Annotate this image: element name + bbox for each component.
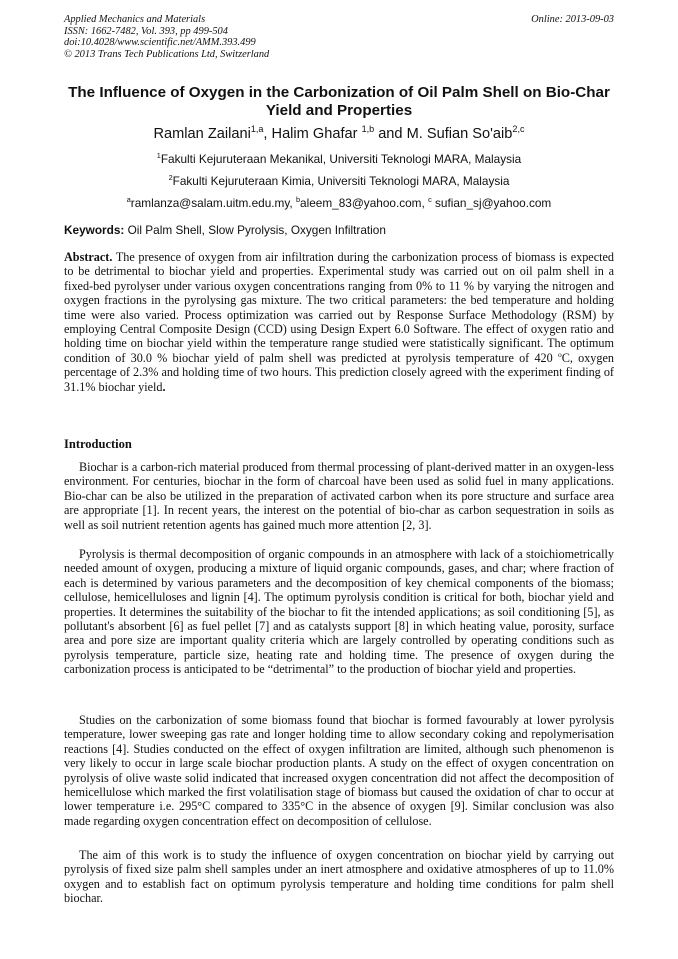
journal-header (64, 14, 614, 60)
intro-paragraph-4: The aim of this work is to study the influence of oxygen concentration on biochar yield by carrying out pyrolysis of fixed size palm shell samples under an inert atmosphere and oxidative atmospheres of up to 11.0% oxygen and to establish fact on optimum pyrolysis temperature and holding time conditions for palm shell biochar. (64, 848, 614, 906)
degree-mark: o (557, 349, 562, 359)
abstract-label: Abstract. (64, 250, 113, 264)
intro-paragraph-2: Pyrolysis is thermal decomposition of organic compounds in an atmosphere with lack of a stoichiometrically needed amount of oxygen, producing a mixture of liquid organic compounds, gases, and char; where fraction of each is determined by various parameters and the decomposition of key chemical components of the biomass; cellulose, hemicelluloses and lignin [4]. The optimum pyrolysis condition is critical for both, biochar yield and properties. It determines the suitability of the biochar to fit the intended applications; as soil conditioning [5], as pollutant's absorbent [6] as fuel pellet [7] and as catalysts support [8] in which heating value, porosity, surface area and pore size are important quality criteria which are largely controlled by operating conditions such as pyrolysis temperature, particle size, heating rate and holding time. The presence of oxygen during the carbonization process is anticipated to be “detrimental” to the production of biochar yield and properties. (64, 547, 614, 677)
author-1: Ramlan Zailani (153, 126, 251, 142)
author-1-affil: 1,a (250, 124, 264, 135)
affiliation-2-mark: 2 (168, 173, 173, 183)
abstract-text-1: The presence of oxygen from air infiltration during the carbonization process of biomass is expected to be detrimental to biochar yield and properties. Experimental study was carried out on oil palm shell in a fixed-bed pyrolyser under various oxygen concentrations ranging from 0% to 11 % by varying the nitrogen and oxygen fractions in the pyrolysing gas mixture. The two critical parameters: the bed temperature and holding time were also varied. Process optimization was carried out by Response Surface Methodology (RSM) by employing Central Composite Design (CCD) using Design Expert 6.0 Software. The effect of oxygen ratio and holding time on biochar yield within the temperature range studied were statistically significant. The optimum condition of 30.0 % biochar yield of palm shell was predicted at pyrolysis temperature of 420 (64, 250, 614, 365)
author-2: Halim Ghafar (271, 126, 362, 142)
abstract-paragraph (64, 250, 614, 394)
issn-line: ISSN: 1662-7482, Vol. 393, pp 499-504 (64, 25, 228, 37)
affiliation-2 (64, 174, 614, 188)
email-c-mark: c (428, 195, 432, 205)
abstract-period: . (162, 379, 166, 394)
email-b-mark: b (295, 195, 301, 205)
keywords-text: Oil Palm Shell, Slow Pyrolysis, Oxygen Infiltration (124, 223, 386, 237)
intro-paragraph-1: Biochar is a carbon-rich material produced from thermal processing of plant-derived matter in an oxygen-less environment. For centuries, biochar in the form of charcoal have been used as solid fuel in many applications. Bio-char can be also be utilized in the preparation of activated carbon when its pore structure and surface area are appropriate [1]. In recent years, the interest on the potential of bio-char as carbon sequestration in soils as well as soil nutrient retention agents has gained much more attention [2, 3]. (64, 460, 614, 532)
doi-line: doi:10.4028/www.scientific.net/AMM.393.499 (64, 37, 256, 48)
affiliation-2-text: Fakulti Kejuruteraan Kimia, Universiti Teknologi MARA, Malaysia (172, 174, 510, 188)
abstract-text-2: C, oxygen percentage of 2.3% and holding time of two hours. This prediction closely agreed with the experiment finding of 31.1% biochar yield (64, 350, 615, 394)
author-list (64, 125, 614, 143)
author-3: and M. Sufian So'aib (374, 126, 513, 142)
author-3-affil: 2,c (512, 124, 525, 135)
keywords-line (64, 223, 614, 237)
journal-name: Applied Mechanics and Materials (64, 14, 206, 25)
affiliation-1 (64, 152, 614, 166)
email-c[interactable]: sufian_sj@yahoo.com (431, 196, 552, 210)
email-a[interactable]: ramlanza@salam.uitm.edu.my, (130, 196, 296, 210)
keywords-label: Keywords: (64, 223, 125, 237)
paper-title: The Influence of Oxygen in the Carbonization of Oil Palm Shell on Bio-Char Yield and Properties (68, 84, 610, 119)
email-b[interactable]: aleem_83@yahoo.com, (300, 196, 429, 210)
affiliation-1-text: Fakulti Kejuruteraan Mekanikal, Universiti Teknologi MARA, Malaysia (160, 152, 522, 166)
author-emails (64, 196, 614, 210)
copyright-line: © 2013 Trans Tech Publications Ltd, Switzerland (64, 48, 270, 60)
email-a-mark: a (126, 195, 131, 205)
affiliation-1-mark: 1 (156, 151, 161, 161)
author-separator: , (263, 126, 272, 142)
online-date: Online: 2013-09-03 (531, 14, 614, 25)
author-2-affil: 1,b (361, 124, 375, 135)
introduction-heading: Introduction (64, 437, 132, 451)
intro-paragraph-3: Studies on the carbonization of some biomass found that biochar is formed favourably at lower pyrolysis temperature, lower sweeping gas rate and longer holding time to allow secondary coking and repolymerisation reactions [4]. Studies conducted on the effect of oxygen infiltration are limited, although such phenomenon is very likely to occur in large scale biochar production plants. A study on the effect of oxygen concentration on pyrolysis of olive waste solid indicated that increased oxygen concentration did not affect the decomposition of hemicellulose which marked the first volatilisation stage of biomass but caused the oxidation of char to occur at lower temperature i.e. 295°C compared to 335°C in the absence of oxygen [9]. Similar conclusion was also made regarding oxygen concentration effect on decomposition of cellulose. (64, 713, 614, 828)
